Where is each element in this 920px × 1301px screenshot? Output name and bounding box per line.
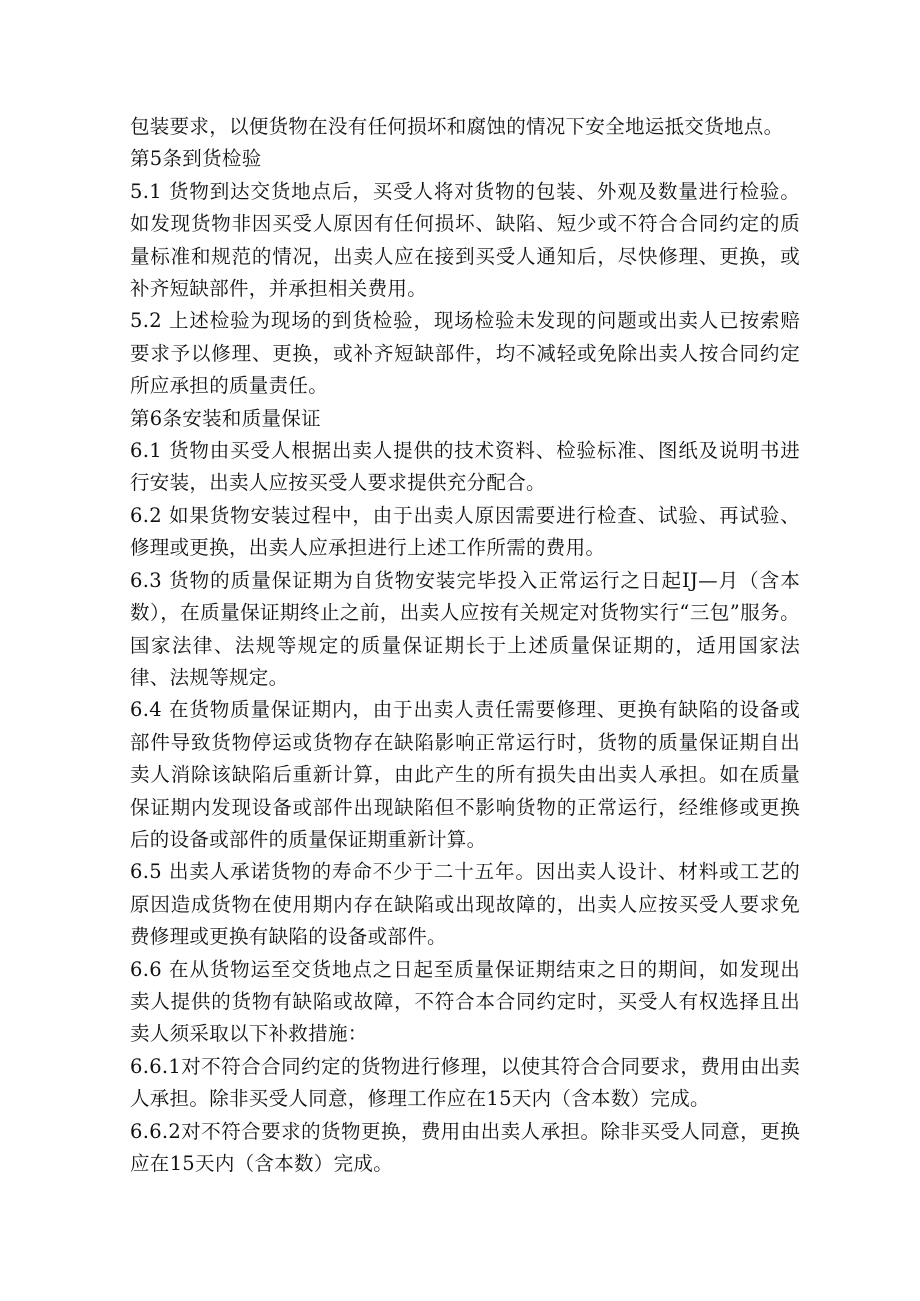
paragraph-6-2: 6.2 如果货物安装过程中，由于出卖人原因需要进行检查、试验、再试验、修理或更换，出卖人应承担进行上述工作所需的费用。 [130, 503, 800, 560]
paragraph-5-1: 5.1 货物到达交货地点后，买受人将对货物的包装、外观及数量进行检验。如发现货物非因买受人原因有任何损坏、缺陷、短少或不符合合同约定的质量标准和规范的情况，出卖人应在接到买受人通知后，尽快修理、更换，或补齐短缺部件，并承担相关费用。 [130, 179, 800, 301]
paragraph-packaging-continuation: 包装要求，以便货物在没有任何损坏和腐蚀的情况下安全地运抵交货地点。 [130, 115, 784, 138]
paragraph-6-6: 6.6 在从货物运至交货地点之日起至质量保证期结束之日的期间，如发现出卖人提供的货物有缺陷或故障，不符合本合同约定时，买受人有权选择且出卖人须采取以下补救措施： [130, 957, 800, 1046]
document-body [130, 111, 800, 1180]
paragraph-6-3: 6.3 货物的质量保证期为自货物安装完毕投入正常运行之日起IJ—月（含本数），在质量保证期终止之前，出卖人应按有关规定对货物实行“三包”服务。国家法律、法规等规定的质量保证期长于上述质量保证期的，适用国家法律、法规等规定。 [130, 568, 800, 689]
heading-article-5: 第5条到货检验 [130, 147, 262, 171]
paragraph-6-5: 6.5 出卖人承诺货物的寿命不少于二十五年。因出卖人设计、材料或工艺的原因造成货物在使用期内存在缺陷或出现故障的，出卖人应按买受人要求免费修理或更换有缺陷的设备或部件。 [130, 860, 800, 949]
heading-article-6: 第6条安装和质量保证 [130, 406, 321, 430]
paragraph-5-2: 5.2 上述检验为现场的到货检验，现场检验未发现的问题或出卖人已按索赔要求予以修理、更换，或补齐短缺部件，均不减轻或免除出卖人按合同约定所应承担的质量责任。 [130, 309, 800, 398]
paragraph-6-1: 6.1 货物由买受人根据出卖人提供的技术资料、检验标准、图纸及说明书进行安装，出卖人应按买受人要求提供充分配合。 [130, 439, 800, 495]
paragraph-6-4: 6.4 在货物质量保证期内，由于出卖人责任需要修理、更换有缺陷的设备或部件导致货物停运或货物存在缺陷影响正常运行时，货物的质量保证期自出卖人消除该缺陷后重新计算，由此产生的所有损失由出卖人承担。如在质量保证期内发现设备或部件出现缺陷但不影响货物的正常运行，经维修或更换后的设备或部件的质量保证期重新计算。 [130, 698, 800, 851]
paragraph-6-6-1: 6.6.1对不符合合同约定的货物进行修理，以使其符合合同要求，费用由出卖人承担。除非买受人同意，修理工作应在15天内（含本数）完成。 [130, 1054, 800, 1111]
paragraph-6-6-2: 6.6.2对不符合要求的货物更换，费用由出卖人承担。除非买受人同意，更换应在15天内（含本数）完成。 [130, 1119, 800, 1175]
